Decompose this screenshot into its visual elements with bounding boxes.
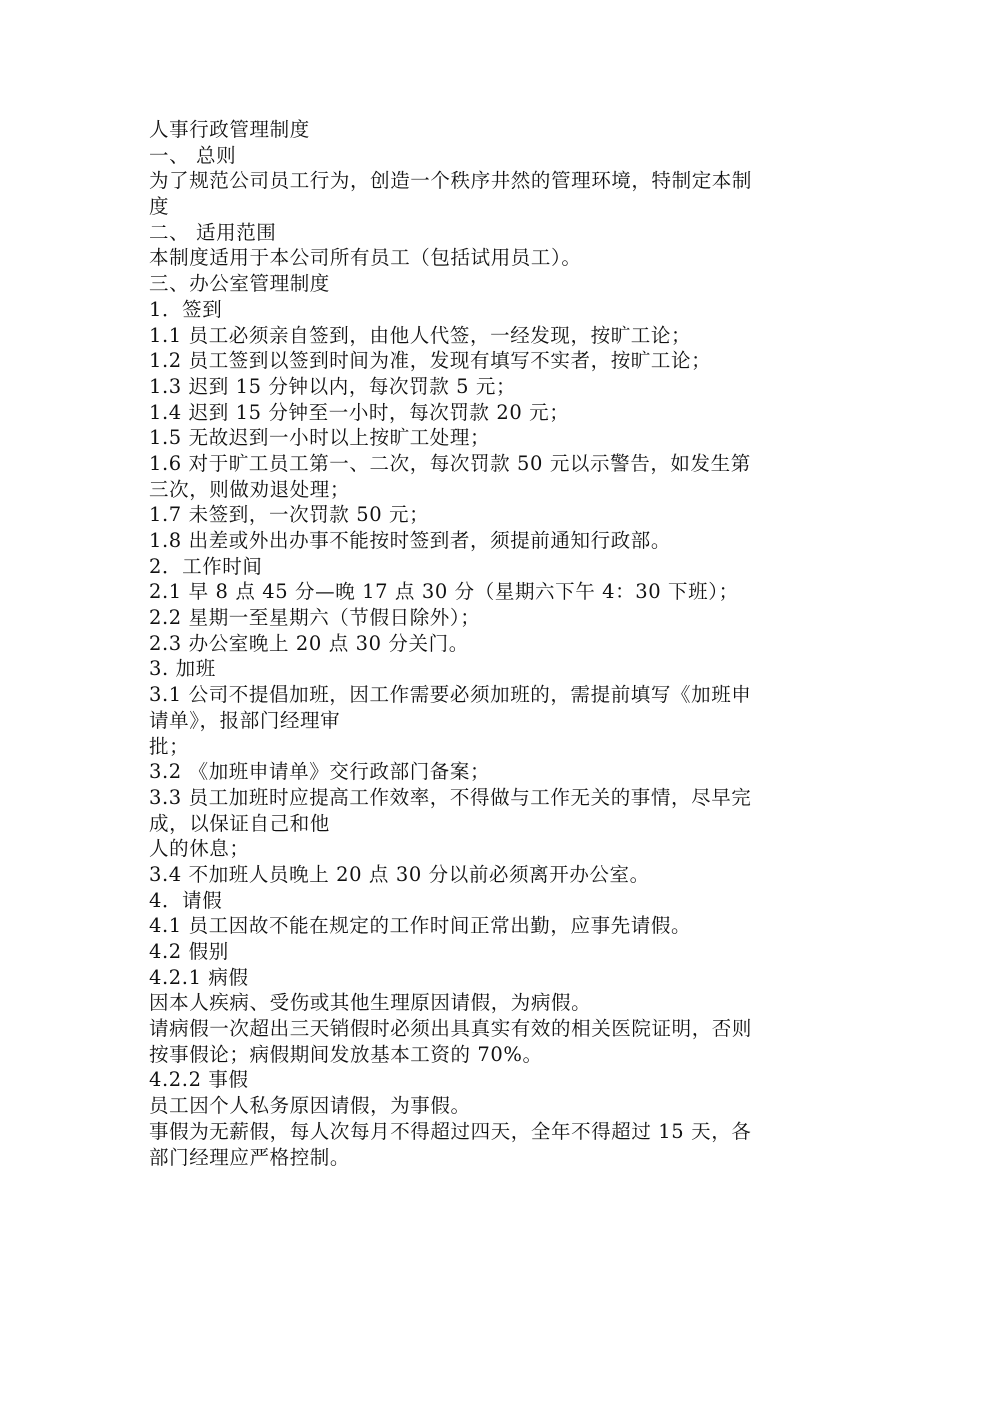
clause-line: 1.5 无故迟到一小时以上按旷工处理； bbox=[149, 426, 491, 450]
clause-line: 4.2.2 事假 bbox=[149, 1068, 249, 1092]
subsection-heading-leave: 4．请假 bbox=[149, 888, 223, 912]
paragraph-line: 员工因个人私务原因请假，为事假。 bbox=[149, 1094, 471, 1118]
clause-line: 2.2 星期一至星期六（节假日除外）； bbox=[149, 606, 481, 630]
subsection-heading-worktime: 2．工作时间 bbox=[149, 554, 263, 578]
subsection-heading-overtime: 3. 加班 bbox=[149, 657, 216, 681]
clause-line: 成，以保证自己和他 bbox=[149, 811, 330, 835]
clause-line: 1.4 迟到 15 分钟至一小时，每次罚款 20 元； bbox=[149, 400, 570, 424]
clause-line: 1.6 对于旷工员工第一、二次，每次罚款 50 元以示警告，如发生第 bbox=[149, 451, 751, 475]
clause-line: 1.3 迟到 15 分钟以内，每次罚款 5 元； bbox=[149, 374, 517, 398]
clause-line: 3.1 公司不提倡加班，因工作需要必须加班的，需提前填写《加班申 bbox=[149, 683, 752, 707]
clause-line: 4.2 假别 bbox=[149, 940, 229, 963]
document-title: 人事行政管理制度 bbox=[149, 118, 310, 141]
clause-line: 人的休息； bbox=[149, 837, 250, 861]
paragraph-line: 事假为无薪假，每人次每月不得超过四天，全年不得超过 15 天，各 bbox=[149, 1119, 752, 1143]
clause-line: 3.2 《加班申请单》交行政部门备案； bbox=[149, 760, 491, 784]
clause-line: 2.3 办公室晚上 20 点 30 分关门。 bbox=[149, 631, 469, 655]
section-heading-office: 三、办公室管理制度 bbox=[149, 272, 330, 296]
paragraph-line: 度 bbox=[149, 195, 170, 219]
paragraph-line: 为了规范公司员工行为，创造一个秩序井然的管理环境，特制定本制 bbox=[149, 169, 753, 193]
paragraph-line: 本制度适用于本公司所有员工（包括试用员工）。 bbox=[149, 246, 582, 270]
clause-line: 1.7 未签到，一次罚款 50 元； bbox=[149, 503, 430, 527]
clause-line: 3.4 不加班人员晚上 20 点 30 分以前必须离开办公室。 bbox=[149, 862, 650, 886]
clause-line: 1.1 员工必须亲自签到，由他人代签，一经发现，按旷工论； bbox=[149, 323, 692, 347]
subsection-heading-signin: 1．签到 bbox=[149, 297, 223, 321]
document-body bbox=[149, 117, 849, 1170]
paragraph-line: 请病假一次超出三天销假时必须出具真实有效的相关医院证明，否则 bbox=[149, 1017, 753, 1041]
paragraph-line: 部门经理应严格控制。 bbox=[149, 1145, 351, 1169]
clause-line: 三次，则做劝退处理； bbox=[149, 477, 351, 501]
paragraph-line: 因本人疾病、受伤或其他生理原因请假，为病假。 bbox=[149, 991, 592, 1015]
clause-line: 4.2.1 病假 bbox=[149, 965, 249, 989]
section-heading-scope: 二、 适用范围 bbox=[149, 220, 277, 244]
section-heading-general: 一、 总则 bbox=[149, 143, 237, 167]
clause-line: 1.8 出差或外出办事不能按时签到者，须提前通知行政部。 bbox=[149, 529, 672, 552]
clause-line: 1.2 员工签到以签到时间为准，发现有填写不实者，按旷工论； bbox=[149, 349, 712, 373]
clause-line: 2.1 早 8 点 45 分—晚 17 点 30 分（星期六下午 4：30 下班）； bbox=[149, 580, 739, 604]
clause-line: 批； bbox=[149, 734, 190, 758]
clause-line: 请单》，报部门经理审 bbox=[149, 708, 341, 732]
clause-line: 3.3 员工加班时应提高工作效率，不得做与工作无关的事情，尽早完 bbox=[149, 785, 752, 809]
clause-line: 4.1 员工因故不能在规定的工作时间正常出勤，应事先请假。 bbox=[149, 914, 692, 938]
paragraph-line: 按事假论；病假期间发放基本工资的 70%。 bbox=[149, 1042, 543, 1066]
